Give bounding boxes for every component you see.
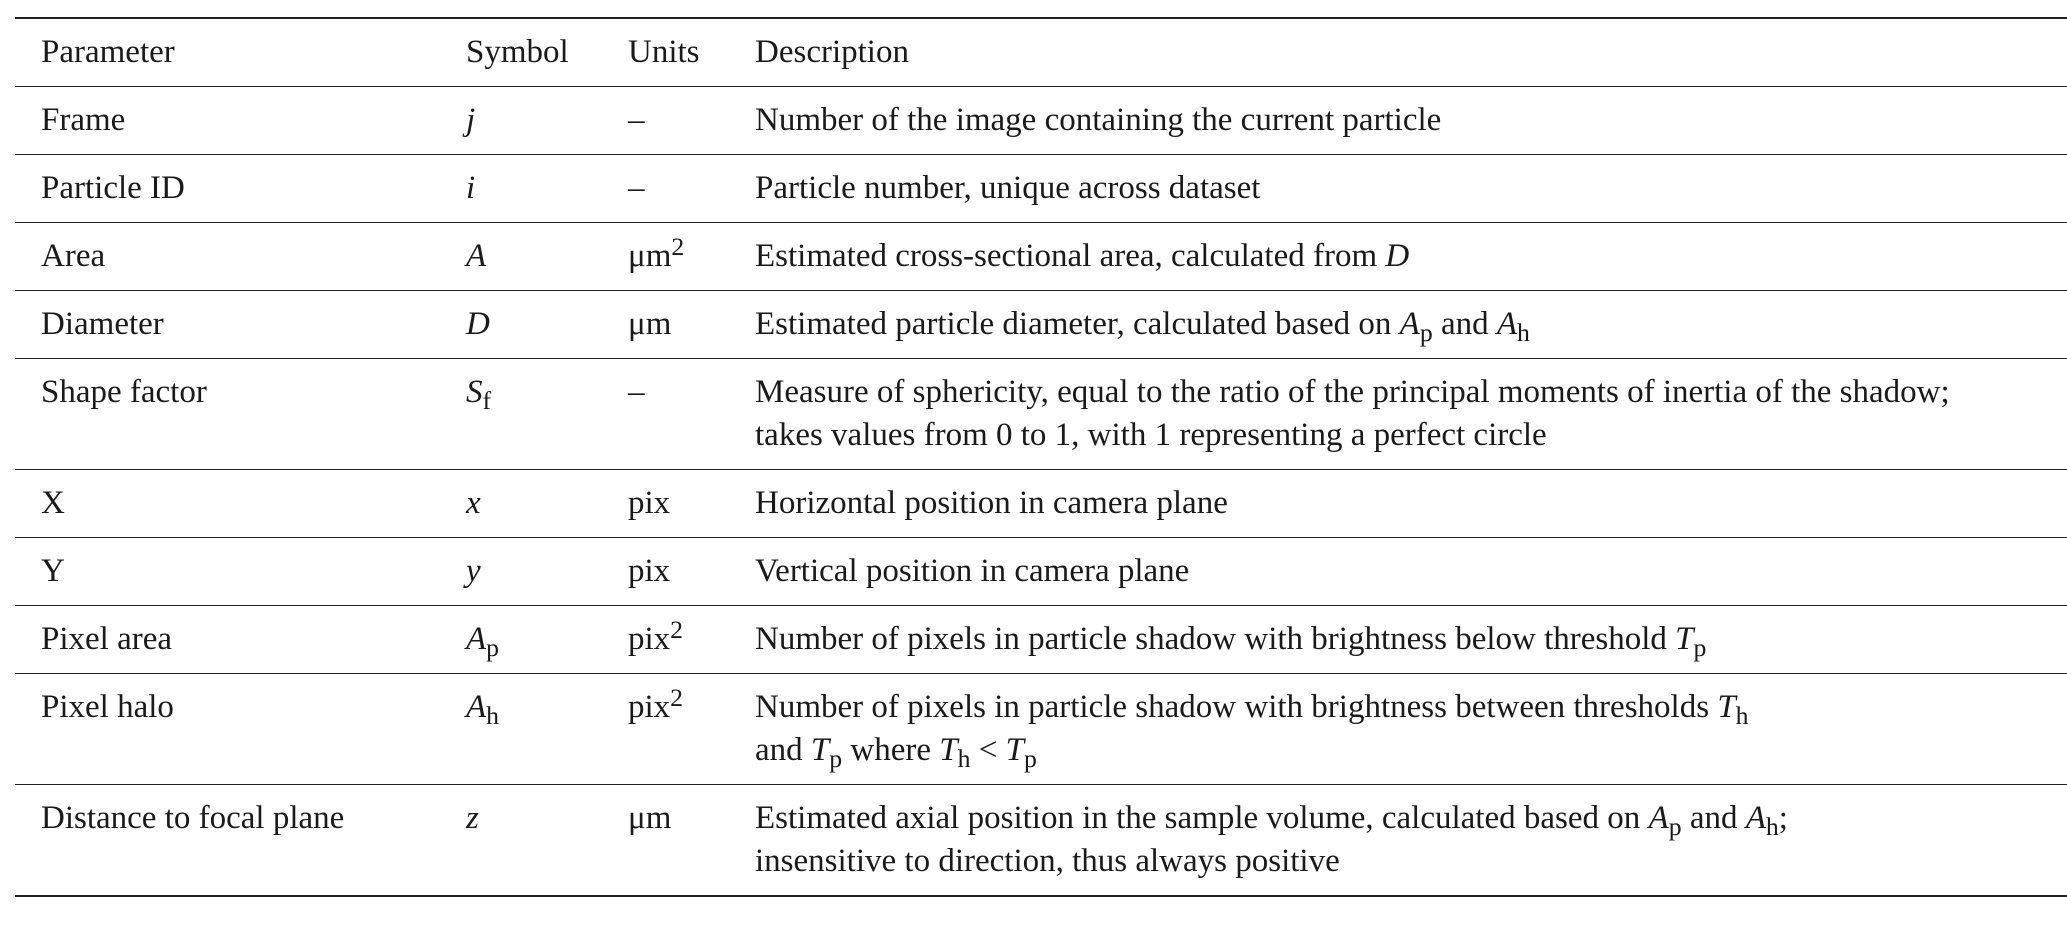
description-text: and bbox=[1681, 800, 1746, 836]
description-text: Estimated cross-sectional area, calculated from bbox=[755, 238, 1386, 274]
parameter-table-container bbox=[15, 17, 2067, 897]
table-body bbox=[15, 87, 2067, 897]
cell-units bbox=[628, 606, 755, 674]
cell-description bbox=[755, 470, 2067, 538]
description-text: Particle number, unique across dataset bbox=[755, 170, 1261, 206]
unit-base: – bbox=[628, 102, 645, 138]
description-text: Measure of sphericity, equal to the ratio of the principal moments of inertia of the shadow; bbox=[755, 374, 1950, 410]
unit-base: μm bbox=[628, 238, 672, 274]
math-subscript: p bbox=[829, 744, 843, 774]
unit-base: pix bbox=[628, 689, 671, 725]
unit-base: μm bbox=[628, 306, 672, 342]
header-description: Description bbox=[755, 34, 909, 70]
math-subscript: h bbox=[957, 744, 971, 774]
description-line bbox=[755, 840, 2057, 883]
description-line bbox=[755, 167, 2057, 210]
cell-units bbox=[628, 87, 755, 155]
cell-parameter: Pixel halo bbox=[41, 689, 174, 725]
cell-symbol bbox=[466, 291, 628, 359]
cell-units bbox=[628, 470, 755, 538]
description-line bbox=[755, 550, 2057, 593]
table-row bbox=[15, 155, 2067, 223]
symbol-base: y bbox=[466, 553, 481, 589]
cell-symbol bbox=[466, 470, 628, 538]
cell-symbol bbox=[466, 606, 628, 674]
cell-symbol bbox=[466, 155, 628, 223]
header-row bbox=[15, 18, 2067, 87]
description-line bbox=[755, 686, 2057, 729]
description-line bbox=[755, 99, 2057, 142]
symbol-base: A bbox=[466, 238, 487, 274]
cell-parameter: Y bbox=[41, 553, 65, 589]
math-symbol: A bbox=[1648, 800, 1669, 836]
unit-superscript: 2 bbox=[670, 683, 684, 713]
cell-parameter: X bbox=[41, 485, 65, 521]
math-symbol: T bbox=[1675, 621, 1694, 657]
cell-symbol bbox=[466, 359, 628, 470]
unit-base: – bbox=[628, 170, 645, 206]
cell-units bbox=[628, 223, 755, 291]
symbol-base: j bbox=[466, 102, 476, 138]
description-text: < bbox=[970, 732, 1006, 768]
math-subscript: h bbox=[1735, 701, 1749, 731]
description-text: takes values from 0 to 1, with 1 representing a perfect circle bbox=[755, 417, 1547, 453]
cell-description bbox=[755, 223, 2067, 291]
description-text: where bbox=[842, 732, 940, 768]
symbol-base: D bbox=[466, 306, 490, 342]
cell-symbol bbox=[466, 785, 628, 897]
description-text: Estimated axial position in the sample volume, calculated based on bbox=[755, 800, 1649, 836]
symbol-subscript: f bbox=[482, 386, 492, 416]
table-header bbox=[15, 18, 2067, 87]
description-line bbox=[755, 797, 2057, 840]
header-units: Units bbox=[628, 34, 700, 70]
description-text: Horizontal position in camera plane bbox=[755, 485, 1228, 521]
math-subscript: h bbox=[1517, 318, 1530, 348]
table-row bbox=[15, 674, 2067, 785]
unit-base: pix bbox=[628, 485, 671, 521]
cell-parameter: Diameter bbox=[41, 306, 164, 342]
cell-units bbox=[628, 538, 755, 606]
description-text: and bbox=[755, 732, 811, 768]
table-row bbox=[15, 538, 2067, 606]
cell-units bbox=[628, 291, 755, 359]
description-text: ; bbox=[1778, 800, 1788, 836]
description-line bbox=[755, 482, 2057, 525]
table-row bbox=[15, 470, 2067, 538]
description-text: and bbox=[1432, 306, 1497, 342]
cell-parameter: Pixel area bbox=[41, 621, 173, 657]
math-symbol: T bbox=[939, 732, 958, 768]
cell-parameter: Area bbox=[41, 238, 106, 274]
symbol-subscript: h bbox=[486, 701, 500, 731]
cell-symbol bbox=[466, 223, 628, 291]
cell-units bbox=[628, 359, 755, 470]
math-subscript: p bbox=[1693, 633, 1707, 663]
cell-symbol bbox=[466, 674, 628, 785]
cell-parameter: Particle ID bbox=[41, 170, 185, 206]
description-line bbox=[755, 729, 2057, 772]
math-subscript: p bbox=[1668, 812, 1682, 842]
description-text: Estimated particle diameter, calculated based on bbox=[755, 306, 1400, 342]
math-symbol: A bbox=[1496, 306, 1518, 342]
cell-parameter: Shape factor bbox=[41, 374, 207, 410]
cell-description bbox=[755, 606, 2067, 674]
cell-symbol bbox=[466, 87, 628, 155]
cell-description bbox=[755, 291, 2067, 359]
description-line bbox=[755, 371, 2057, 414]
cell-description bbox=[755, 785, 2067, 897]
description-text: Number of pixels in particle shadow with brightness below threshold bbox=[755, 621, 1676, 657]
symbol-base: A bbox=[466, 621, 487, 657]
math-symbol: A bbox=[1399, 306, 1420, 342]
header-symbol: Symbol bbox=[466, 34, 569, 70]
math-symbol: T bbox=[1005, 732, 1024, 768]
cell-description bbox=[755, 359, 2067, 470]
symbol-base: i bbox=[466, 170, 476, 206]
table-row bbox=[15, 785, 2067, 897]
unit-base: μm bbox=[628, 800, 672, 836]
math-subscript: h bbox=[1765, 812, 1779, 842]
cell-units bbox=[628, 155, 755, 223]
description-text: Number of the image containing the current particle bbox=[755, 102, 1442, 138]
symbol-base: x bbox=[466, 485, 481, 521]
symbol-base: S bbox=[466, 374, 483, 410]
symbol-subscript: p bbox=[486, 633, 500, 663]
symbol-base: A bbox=[466, 689, 487, 725]
cell-description bbox=[755, 155, 2067, 223]
cell-parameter: Distance to focal plane bbox=[41, 800, 345, 836]
table-row bbox=[15, 223, 2067, 291]
math-symbol: D bbox=[1385, 238, 1410, 274]
description-text: Vertical position in camera plane bbox=[755, 553, 1190, 589]
cell-units bbox=[628, 785, 755, 897]
description-text: Number of pixels in particle shadow with brightness between thresholds bbox=[755, 689, 1718, 725]
math-subscript: p bbox=[1023, 744, 1037, 774]
description-text: insensitive to direction, thus always positive bbox=[755, 843, 1340, 879]
unit-base: pix bbox=[628, 621, 671, 657]
cell-description bbox=[755, 674, 2067, 785]
cell-description bbox=[755, 538, 2067, 606]
description-line bbox=[755, 414, 2057, 457]
unit-base: pix bbox=[628, 553, 671, 589]
symbol-base: z bbox=[466, 800, 479, 836]
unit-base: – bbox=[628, 374, 645, 410]
table-row bbox=[15, 606, 2067, 674]
description-line bbox=[755, 235, 2057, 278]
math-symbol: T bbox=[810, 732, 830, 768]
table-row bbox=[15, 291, 2067, 359]
cell-units bbox=[628, 674, 755, 785]
cell-parameter: Frame bbox=[41, 102, 126, 138]
header-parameter: Parameter bbox=[41, 34, 175, 70]
unit-superscript: 2 bbox=[670, 615, 684, 645]
math-symbol: A bbox=[1745, 800, 1766, 836]
math-symbol: T bbox=[1717, 689, 1736, 725]
description-line bbox=[755, 303, 2057, 346]
unit-superscript: 2 bbox=[671, 232, 685, 262]
math-subscript: p bbox=[1419, 318, 1433, 348]
description-line bbox=[755, 618, 2057, 661]
table-row bbox=[15, 359, 2067, 470]
cell-description bbox=[755, 87, 2067, 155]
parameter-table bbox=[15, 17, 2067, 897]
cell-symbol bbox=[466, 538, 628, 606]
table-row bbox=[15, 87, 2067, 155]
